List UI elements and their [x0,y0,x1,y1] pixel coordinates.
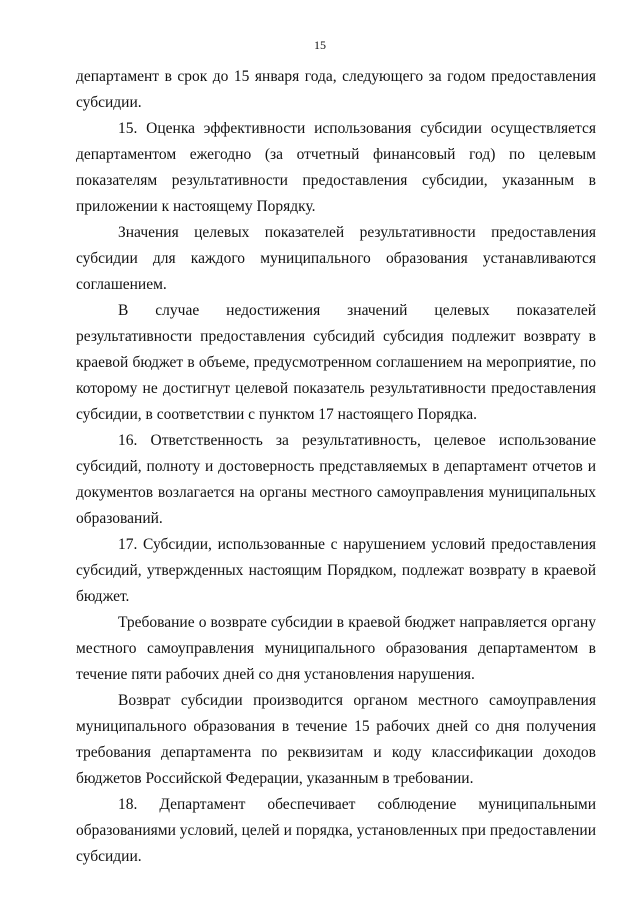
paragraph-non-achievement: В случае недостижения значений целевых показателей результативности предоставления субсидий субсидия подлежит возврату в краевой бюджет в объеме, предусмотренном соглашением на мероприятие, по которому не достигнут целевой показатель результативности предоставления субсидии, в соответствии с пунктом 17 настоящего Порядка. [76,302,596,423]
paragraph-continuation: департамент в срок до 15 января года, следующего за годом предоставления субсидии. [76,68,596,111]
paragraph-target-values: Значения целевых показателей результативности предоставления субсидии для каждого муниципального образования устанавливаются соглашением. [76,224,596,293]
paragraph-refund-procedure: Возврат субсидии производится органом местного самоуправления муниципального образования в течение 15 рабочих дней со дня получения требования департамента по реквизитам и коду классификации доходов бюджетов Российской Федерации, указанным в требовании. [76,692,596,787]
paragraph-item-15: 15. Оценка эффективности использования субсидии осуществляется департаментом ежегодно (за отчетный финансовый год) по целевым показателям результативности предоставления субсидии, указанным в приложении к настоящему Порядку. [76,120,596,215]
paragraph-item-16: 16. Ответственность за результативность, целевое использование субсидий, полноту и достоверность представляемых в департамент отчетов и документов возлагается на органы местного самоуправления муниципальных образований. [76,432,596,527]
paragraph-refund-request: Требование о возврате субсидии в краевой бюджет направляется органу местного самоуправления муниципального образования департаментом в течение пяти рабочих дней со дня установления нарушения. [76,614,596,683]
page-number: 15 [314,38,326,52]
document-body [76,64,596,870]
paragraph-item-18: 18. Департамент обеспечивает соблюдение муниципальными образованиями условий, целей и порядка, установленных при предоставлении субсидии. [76,796,596,865]
paragraph-item-17: 17. Субсидии, использованные с нарушением условий предоставления субсидий, утвержденных настоящим Порядком, подлежат возврату в краевой бюджет. [76,536,596,605]
